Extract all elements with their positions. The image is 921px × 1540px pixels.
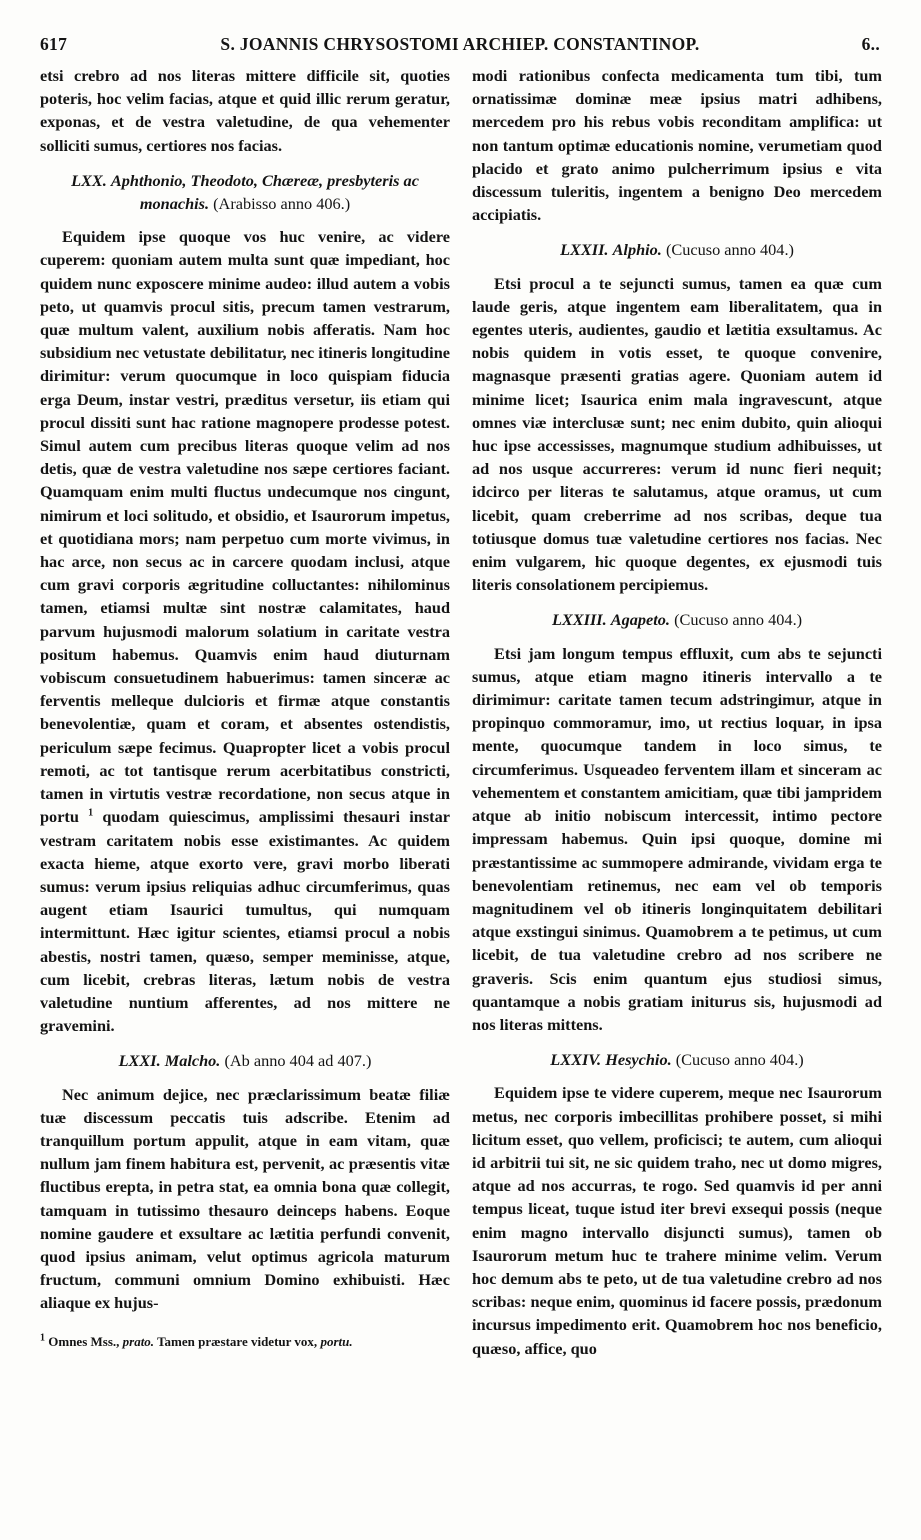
letter-heading-71 bbox=[40, 1049, 450, 1072]
letter-heading-73 bbox=[472, 608, 882, 631]
footnote-rest: Tamen præstare videtur vox, bbox=[157, 1333, 318, 1349]
footnote-end: portu. bbox=[320, 1333, 353, 1349]
letter-heading-70 bbox=[40, 169, 450, 215]
letter-place-date: (Ab anno 404 ad 407.) bbox=[224, 1051, 372, 1071]
page-number-left: 617 bbox=[40, 34, 68, 54]
letter-place-date: (Cucuso anno 404.) bbox=[665, 240, 794, 260]
letter-recipient: Agapeto. bbox=[610, 610, 671, 630]
letter-recipient: Malcho. bbox=[164, 1051, 221, 1071]
letter-body-74: Equidem ipse te videre cuperem, meque nec Isaurorum metus, nec corporis imbecillitas prohibere posset, si mihi licitum esset, quo vellem, proficisci; te autem, cum alioqui id arbitrii tui sit, ne sic quidem traho, nec ut domo migres, atque ad nos accurras, te rogo. Sed quamvis id per anni tempus liceat, tuque istud iter brevi exsequi possis (neque enim magno intervallo disjuncti sumus), tamen ob Isaurorum metum huc te trahere minime velim. Verum hoc demum abs te peto, ut de tua valetudine crebro ad nos scribas: neque enim, quominus id facere possis, prædonum incursus impedimento erit. Quamobrem hoc nos beneficio, quæso, affice, quo bbox=[472, 1083, 882, 1358]
left-opening-paragraph: etsi crebro ad nos literas mittere difficile sit, quoties poteris, hoc velim facias, atque et quid illic rerum geratur, exponas, et de vestra valetudine, de qua vehementer solliciti sumus, certiores nos facias. bbox=[40, 66, 450, 155]
letter-number: LXXIV. bbox=[550, 1050, 602, 1070]
right-opening-paragraph: modi rationibus confecta medicamenta tum tibi, tum ornatissimæ dominæ meæ ipsius matri adhibens, mercedem pro his rebus vobis reconditam amplifica: ut non tantum optimæ educationis nomine, verumetiam quod placido et grato animo pulcherrimum ipsius e vita discessum tuleritis, ingentem a benigno Deo mercedem accipiatis. bbox=[472, 66, 882, 225]
footnote-text: Omnes Mss., bbox=[48, 1333, 120, 1349]
letter-number: LXXI. bbox=[118, 1051, 161, 1071]
letter-recipient: Alphio. bbox=[612, 240, 662, 260]
letter-body-70-part1: Equidem ipse quoque vos huc venire, ac videre cuperem: quoniam autem multa sunt quæ impediant, hoc quidem nunc exposcere minime audeo: illud autem a vobis peto, ut quamvis procul sitis, precum tamen vestrarum, quæ multum valent, auxilium nobis afferatis. Nam hoc subsidium nec vetustate debilitatur, nec itineris longitudine dirimitur: verum quocumque in loco quispiam fiducia erga Deum, instar vestri, præditus versetur, iis etiam qui procul dissiti sunt hac ratione magnopere prodesse potest. Simul autem cum precibus literas quoque velim ad nos detis, quæ de vestra valetudine nos sæpe certiores faciant. Quamquam enim multi fluctus undecumque nos cingunt, nimirum et loci solitudo, et obsidio, et Isaurorum impetus, et quotidiana mors; nam perpetuo cum morte vivimus, in hac arce, non secus ac in carcere quodam inclusi, atque cum gravi corporis ægritudine colluctantes: nihilominus tamen, etiamsi multæ sint nostræ calamitates, haud parvum hujusmodi malorum solatium in caritate vestra positum habemus. Quamvis enim haud diuturnam vobiscum consuetudinem habuerimus: tamen sinceræ ac ferventis melleque dulcioris et firmæ atque constantis benevolentiæ, quam et coram, et absentes ostendistis, periculum sæpe fecimus. Quapropter licet a vobis procul remoti, ac tot tantisque rerum acerbitatibus constricti, tamen in virtutis vestræ recordatione, non secus atque in portu bbox=[40, 227, 450, 827]
left-column bbox=[40, 64, 450, 1350]
letter-recipient: Hesychio. bbox=[605, 1050, 672, 1070]
letter-body-73: Etsi jam longum tempus effluxit, cum abs te sejuncti sumus, atque etiam magno itineris intervallo a te dirimimur: caritate tamen tecum adstringimur, atque in propinquo commoramur, imo, ut rectius loquar, in ipsa mente, quocumque tandem in loco simus, te circumferimus. Usqueadeo ferventem illam et sinceram ac vehementem et constantem amicitiam, quæ tibi jampridem atque ab initio nobiscum intercessit, intimo pectore impressam habemus. Quin ipsi quoque, domine mi præstantissime ac summopere admirande, vividam erga te benevolentiam retinemus, nec eam vel ob temporis magnitudinem vel ob itineris longinquitatem debilitari atque exstingui sinimus. Quamobrem a te petimus, ut cum licebit, de tua valetudine crebro ad nos scribere ne graveris. Scis enim quantum ejus studiosi simus, quantamque a nobis gratiam initurus sis, hujusmodi ad nos literas mittens. bbox=[472, 643, 882, 1034]
letter-number: LXX. bbox=[71, 170, 107, 190]
letter-place-date: (Arabisso anno 406.) bbox=[213, 194, 351, 214]
running-head bbox=[40, 34, 880, 60]
footnote bbox=[40, 1333, 450, 1350]
letter-body-72: Etsi procul a te sejuncti sumus, tamen ea quæ cum laude geris, atque ingentem eam liberalitatem, qua in egentes uteris, audientes, gaudio et lætitia exsultamus. Ac nobis quidem in votis esset, te quoque convenire, magnasque præsenti gratias agere. Quoniam autem id minime licet; Isaurica enim mala ingravescunt, atque omnes viæ interclusæ sunt; nec enim dubito, quin alioqui huc ipse accessisses, magnumque studium adhibuisses, ut ad nos usque accurreres: verum id nunc fieri nequit; idcirco per literas te salutamus, atque oramus, ut cum licebit, quam creberrime ad nos scribas, deque tua totiusque domus tuæ valetudine certiores nos facias. Nec enim vulgarem, hic quoque degentes, ex ejusmodi tuis literis consolationem percipiemus. bbox=[472, 273, 882, 595]
letter-body-70-part2: quodam quiescimus, amplissimi thesauri instar vestram caritatem nobis esse existimantes. Ac quidem exacta hieme, atque exorto vere, gravi morbo liberati sumus: verum ipsius reliquias adhuc circumferimus, quas augent etiam Isaurici tumultus, qui numquam intermittunt. Hæc igitur scientes, etiamsi procul a nobis abestis, nostri tamen, quæso, semper meminisse, atque, cum licebit, crebras literas, lætum nobis de vestra valetudine nuntium afferentes, ad nos mittere ne gravemini. bbox=[40, 807, 450, 1036]
letter-body-70 bbox=[40, 225, 450, 1037]
page-number-right: 6.. bbox=[861, 34, 880, 54]
footnote-source: prato. bbox=[122, 1333, 155, 1349]
running-title: S. JOANNIS CHRYSOSTOMI ARCHIEP. CONSTANTINOP. bbox=[220, 34, 700, 54]
letter-recipient: Aphthonio, Theodoto, Chæreæ, presbyteris ac monachis. bbox=[110, 170, 419, 214]
letter-heading-74 bbox=[472, 1048, 882, 1071]
right-column bbox=[472, 64, 882, 1360]
letter-number: LXXIII. bbox=[551, 610, 607, 630]
letter-body-71: Nec animum dejice, nec præclarissimum beatæ filiæ tuæ discessum peccatis tuis adscribe. Etenim ad tranquillum portum appulit, atque in eam vitam, quæ nullum jam finem habitura est, pervenit, ac præsentis vitæ fluctibus erepta, in petra stat, ea omnia bona quæ collegit, tamquam in tutissimo thesauro deinceps habens. Eoque nomine gaudere et exsultare ac lætitia perfundi convenit, quod ipsius animam, velut optimus agricola maturum fructum, communi omnium Domino exhibuisti. Hæc aliaque ex hujus- bbox=[40, 1084, 450, 1313]
footnote-marker: 1 bbox=[40, 1332, 45, 1344]
footnote-reference[interactable]: 1 bbox=[88, 807, 94, 819]
letter-place-date: (Cucuso anno 404.) bbox=[674, 610, 803, 630]
letter-number: LXXII. bbox=[560, 240, 609, 260]
letter-heading-72 bbox=[472, 238, 882, 261]
letter-place-date: (Cucuso anno 404.) bbox=[675, 1050, 804, 1070]
